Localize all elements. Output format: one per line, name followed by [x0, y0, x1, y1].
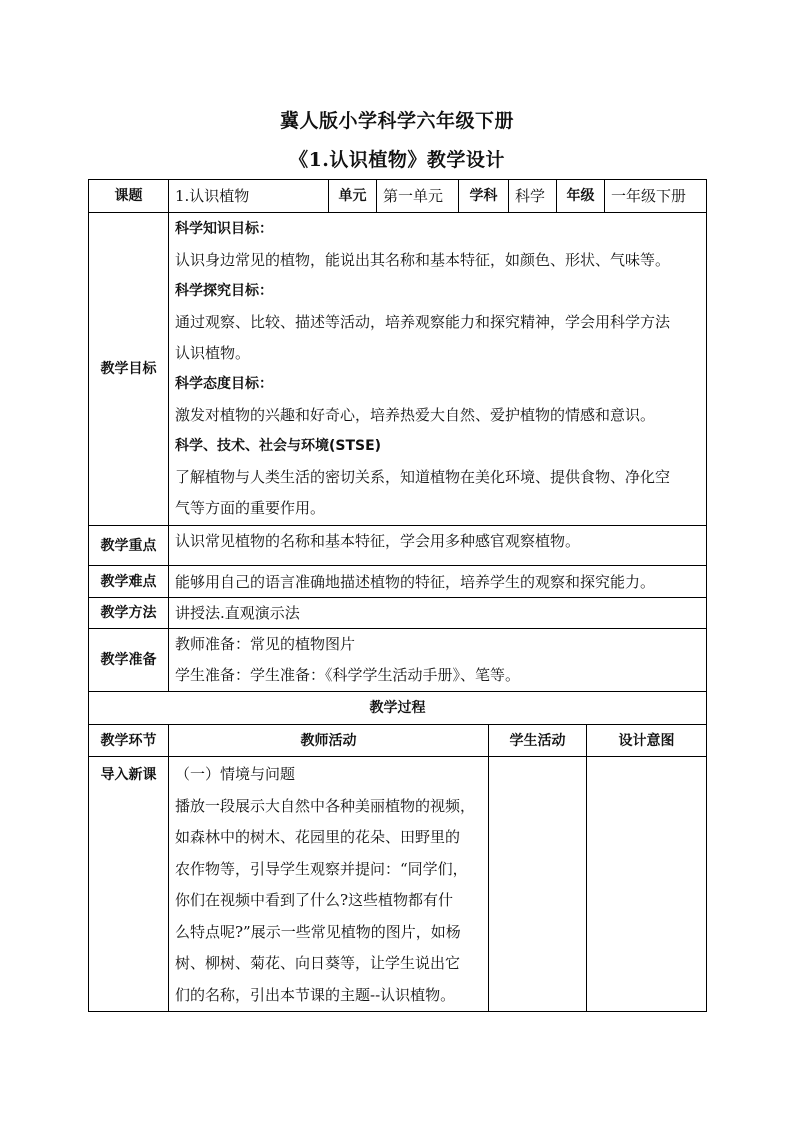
intro-line: 你们在视频中看到了什么?这些植物都有什: [175, 891, 454, 909]
goal-text: 认识植物。: [175, 344, 251, 362]
intro-student-activity: [489, 757, 587, 1012]
unit-value: 第一单元: [377, 180, 459, 213]
intro-label: 导入新课: [89, 757, 169, 1012]
intro-teacher-activity: [169, 757, 489, 1012]
goal-text: 气等方面的重要作用。: [175, 499, 326, 517]
preparation-row: [89, 629, 707, 692]
goal-text: 认识身边常见的植物，能说出其名称和基本特征，如颜色、形状、气味等。: [175, 251, 671, 269]
key-points-label: 教学重点: [89, 526, 169, 566]
intro-design-intent: [587, 757, 707, 1012]
difficulties-row: [89, 566, 707, 598]
process-header-row: [89, 725, 707, 757]
preparation-label: 教学准备: [89, 629, 169, 692]
goal-heading-inquiry: 科学探究目标：: [175, 283, 273, 299]
column-header: 教师活动: [169, 725, 489, 757]
goals-label: 教学目标: [89, 213, 169, 526]
process-title: 教学过程: [89, 692, 707, 725]
goals-content: [169, 213, 707, 526]
goal-heading-attitude: 科学态度目标：: [175, 376, 273, 392]
topic-label: 课题: [89, 180, 169, 213]
key-points-row: [89, 526, 707, 566]
goal-text: 了解植物与人类生活的密切关系，知道植物在美化环境、提供食物、净化空: [175, 468, 671, 486]
goals-row: [89, 213, 707, 526]
process-title-row: [89, 692, 707, 725]
subject-value: 科学: [509, 180, 557, 213]
column-header: 教学环节: [89, 725, 169, 757]
methods-text: 讲授法.直观演示法: [169, 598, 707, 629]
goal-heading-stse: 科学、技术、社会与环境(STSE): [175, 438, 382, 454]
topic-value: 1.认识植物: [169, 180, 329, 213]
subject-label: 学科: [459, 180, 509, 213]
goal-text: 通过观察、比较、描述等活动，培养观察能力和探究精神，学会用科学方法: [175, 313, 671, 331]
column-header: 学生活动: [489, 725, 587, 757]
methods-row: [89, 598, 707, 629]
column-header: 设计意图: [587, 725, 707, 757]
unit-label: 单元: [329, 180, 377, 213]
intro-line: 树、柳树、菊花、向日葵等，让学生说出它: [175, 954, 461, 972]
intro-line: 农作物等，引导学生观察并提问：“同学们，: [175, 859, 468, 878]
process-table: [88, 691, 707, 1012]
goal-heading-knowledge: 科学知识目标：: [175, 221, 273, 237]
preparation-line: 学生准备：学生准备：《科学学生活动手册》、笔等。: [175, 666, 521, 684]
difficulties-label: 教学难点: [89, 566, 169, 598]
preparation-line: 教师准备：常见的植物图片: [175, 635, 356, 653]
lesson-info-table: [88, 179, 707, 692]
intro-line: （一）情境与问题: [175, 765, 296, 783]
grade-label: 年级: [557, 180, 605, 213]
info-row: [89, 180, 707, 213]
goal-text: 激发对植物的兴趣和好奇心，培养热爱大自然、爱护植物的情感和意识。: [175, 406, 656, 424]
difficulties-text: 能够用自己的语言准确地描述植物的特征，培养学生的观察和探究能力。: [169, 566, 707, 598]
preparation-content: [169, 629, 707, 692]
intro-line: 如森林中的树木、花园里的花朵、田野里的: [175, 828, 461, 846]
intro-line: 播放一段展示大自然中各种美丽植物的视频，: [175, 796, 476, 815]
methods-label: 教学方法: [89, 598, 169, 629]
page-title: 冀人版小学科学六年级下册: [279, 110, 514, 132]
page-subtitle: 《1.认识植物》教学设计: [289, 149, 505, 171]
key-points-text: 认识常见植物的名称和基本特征，学会用多种感官观察植物。: [169, 526, 707, 566]
intro-line: 们的名称，引出本节课的主题--认识植物。: [175, 985, 456, 1004]
intro-line: 么特点呢?”展示一些常见植物的图片，如杨: [175, 922, 461, 941]
intro-row: [89, 757, 707, 1012]
grade-value: 一年级下册: [605, 180, 707, 213]
